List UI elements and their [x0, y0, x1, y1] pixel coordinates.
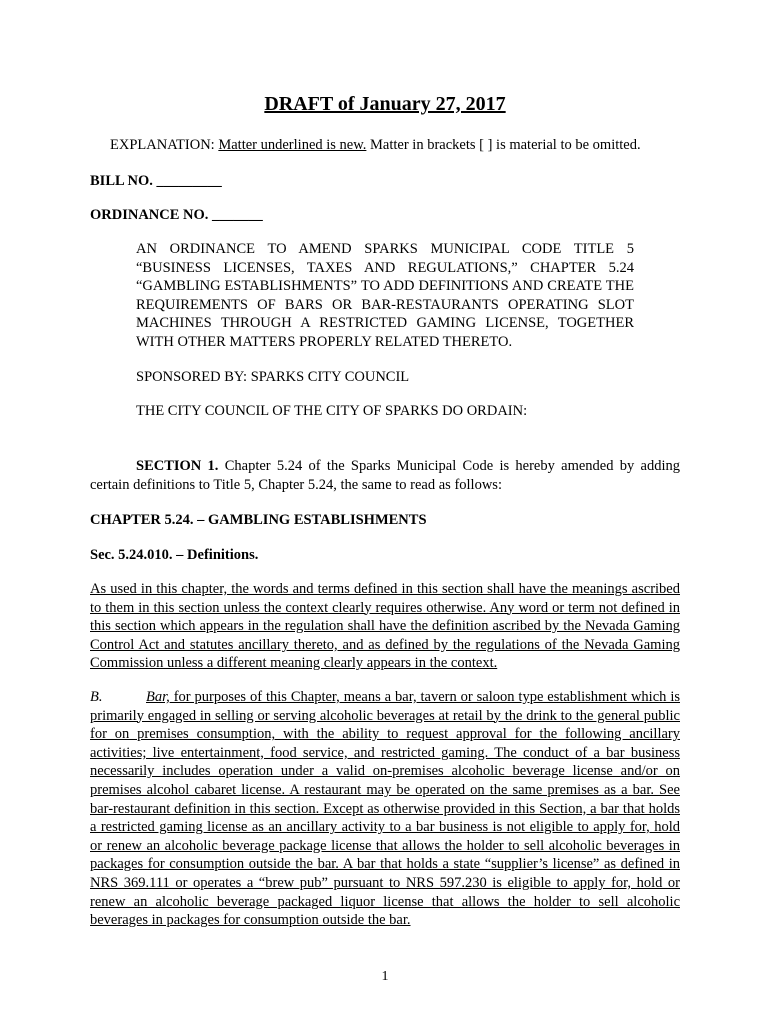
ordain-line: THE CITY COUNCIL OF THE CITY OF SPARKS DO ORDAIN:	[136, 403, 528, 419]
definition-b-text: for purposes of this Chapter, means a bar, tavern or saloon type establishment which is primarily engaged in selling or serving alcoholic beverages at retail by the drink to the general public for on premises consumption, with the ability to request approval for the following ancillary activities; live entertainment, food service, and restricted gaming. The conduct of a bar business necessarily includes operation under a valid on-premises alcoholic beverage license and/or on premises alcohol cabaret license. A restaurant may be operated on the same premises as a bar. See bar-restaurant definition in this section. Except as otherwise provided in this Section, a bar that holds a restricted gaming license as an ancillary activity to a bar business is not eligible to apply for, hold or renew an alcoholic beverage package license that allows the holder to sell alcoholic beverages in packages for consumption outside the bar. A bar that holds a state “supplier’s license” as defined in NRS 369.111 or operates a “brew pub” pursuant to NRS 597.230 is eligible to apply for, hold or renew an alcoholic beverage packaged liquor license that allows the holder to sell alcoholic beverages in packages for consumption outside the bar.	[90, 689, 680, 929]
ordinance-title: AN ORDINANCE TO AMEND SPARKS MUNICIPAL CODE TITLE 5 “BUSINESS LICENSES, TAXES AND REGULATIONS,” CHAPTER 5.24 “GAMBLING ESTABLISHMENTS” TO ADD DEFINITIONS AND CREATE THE REQUIREMENTS OF BARS OR BAR-RESTAURANTS OPERATING SLOT MACHINES THROUGH A RESTRICTED GAMING LICENSE, TOGETHER WITH OTHER MATTERS PROPERLY RELATED THERETO.	[136, 241, 634, 350]
bill-number: BILL NO. _________	[90, 173, 222, 189]
explanation-line	[110, 136, 641, 154]
page-number: 1	[381, 969, 389, 984]
section-1-lead: SECTION 1.	[136, 458, 219, 474]
definition-b-marker: B.	[90, 689, 103, 705]
definitions-intro: As used in this chapter, the words and terms defined in this section shall have the meanings ascribed to them in this section unless the context clearly requires otherwise. Any word or term not defined in this section which appears in the regulation shall have the definition ascribed by the Nevada Gaming Control Act and statutes ancillary thereto, and as defined by the regulations of the Nevada Gaming Commission unless a different meaning clearly appears in the context.	[90, 581, 680, 672]
explanation-label: EXPLANATION:	[110, 137, 219, 153]
section-1-text: Chapter 5.24 of the Sparks Municipal Code is hereby amended by adding certain definitions to Title 5, Chapter 5.24, the same to read as follows:	[90, 458, 680, 493]
explanation-rest: Matter in brackets [ ] is material to be omitted.	[366, 137, 641, 153]
document-title: DRAFT of January 27, 2017	[264, 93, 506, 115]
ordinance-number: ORDINANCE NO. _______	[90, 207, 263, 223]
explanation-underlined: Matter underlined is new.	[218, 137, 367, 153]
definition-b-term: Bar,	[146, 689, 170, 705]
sponsored-by: SPONSORED BY: SPARKS CITY COUNCIL	[136, 369, 410, 385]
section-heading: Sec. 5.24.010. – Definitions.	[90, 547, 259, 563]
chapter-heading: CHAPTER 5.24. – GAMBLING ESTABLISHMENTS	[90, 512, 427, 528]
section-1	[90, 457, 680, 494]
definition-b	[90, 688, 680, 930]
